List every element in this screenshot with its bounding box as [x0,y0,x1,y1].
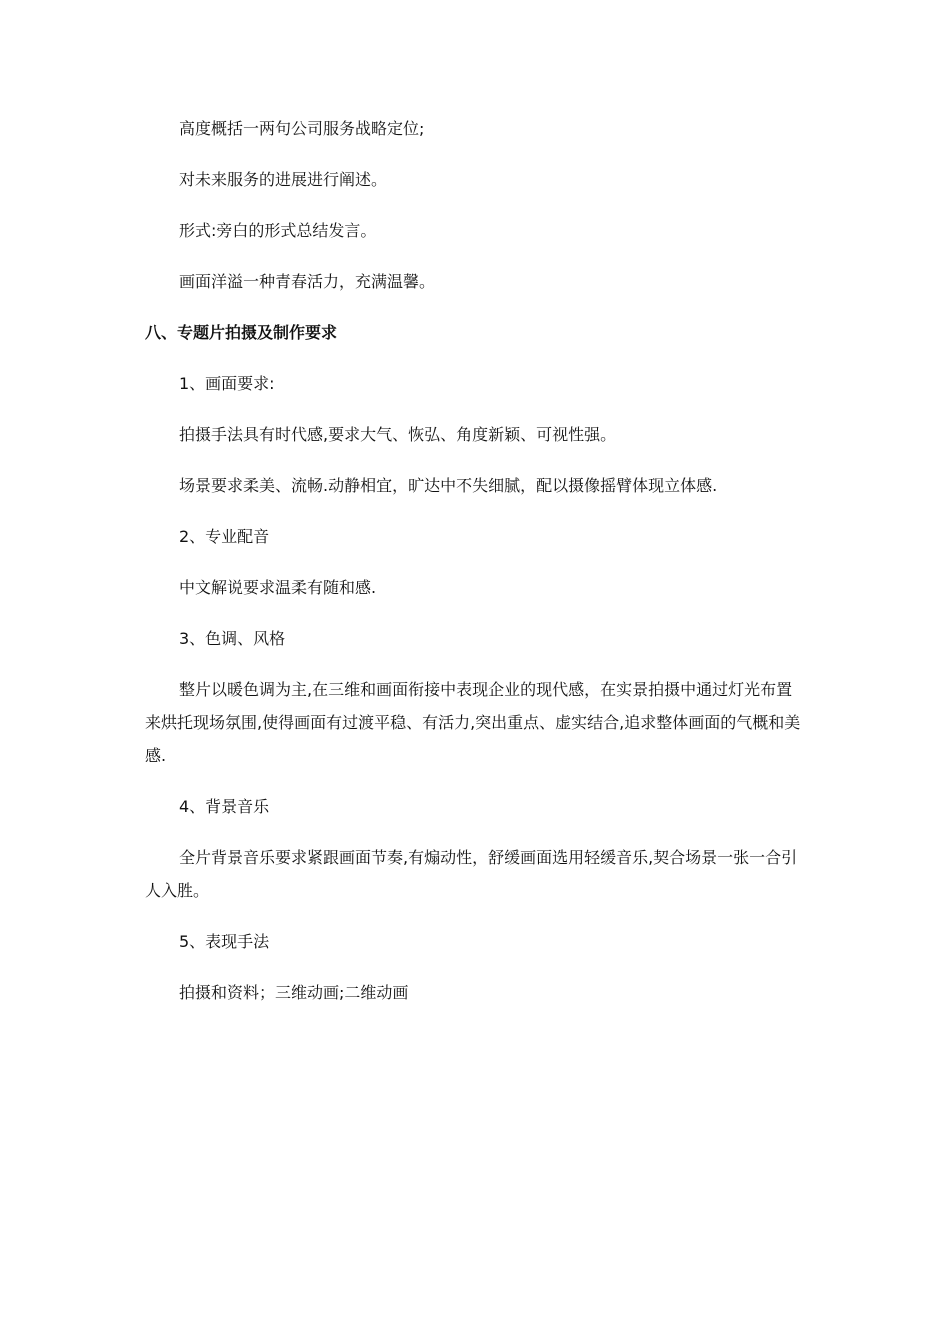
subsection-title-voiceover: 2、专业配音 [179,527,270,546]
subsection-title-picture: 1、画面要求: [179,374,275,393]
document-body [145,112,807,1027]
paragraph-scene-requirements: 场景要求柔美、流畅.动静相宜，旷达中不失细腻，配以摄像摇臂体现立体感. [179,476,718,495]
paragraph-strategy: 高度概括一两句公司服务战略定位; [179,119,425,138]
paragraph-music: 全片背景音乐要求紧跟画面节奏,有煽动性，舒缓画面选用轻缓音乐,契合场景一张一合引人入胜。 [145,848,798,900]
paragraph-tone-style: 整片以暖色调为主,在三维和画面衔接中表现企业的现代感，在实景拍摄中通过灯光布置来烘托现场氛围,使得画面有过渡平稳、有活力,突出重点、虚实结合,追求整体画面的气概和美感. [145,680,801,765]
subsection-title-technique: 5、表现手法 [179,932,270,951]
paragraph-technique: 拍摄和资料；三维动画;二维动画 [179,983,409,1002]
paragraph-shooting-technique: 拍摄手法具有时代感,要求大气、恢弘、角度新颖、可视性强。 [179,425,617,444]
subsection-title-music: 4、背景音乐 [179,797,270,816]
paragraph-format: 形式:旁白的形式总结发言。 [179,221,377,240]
subsection-title-tone-style: 3、色调、风格 [179,629,286,648]
paragraph-mood: 画面洋溢一种青春活力，充满温馨。 [179,272,436,291]
paragraph-narration: 中文解说要求温柔有随和感. [179,578,377,597]
paragraph-future: 对未来服务的进展进行阐述。 [179,170,388,189]
section-heading: 八、专题片拍摄及制作要求 [145,323,338,342]
